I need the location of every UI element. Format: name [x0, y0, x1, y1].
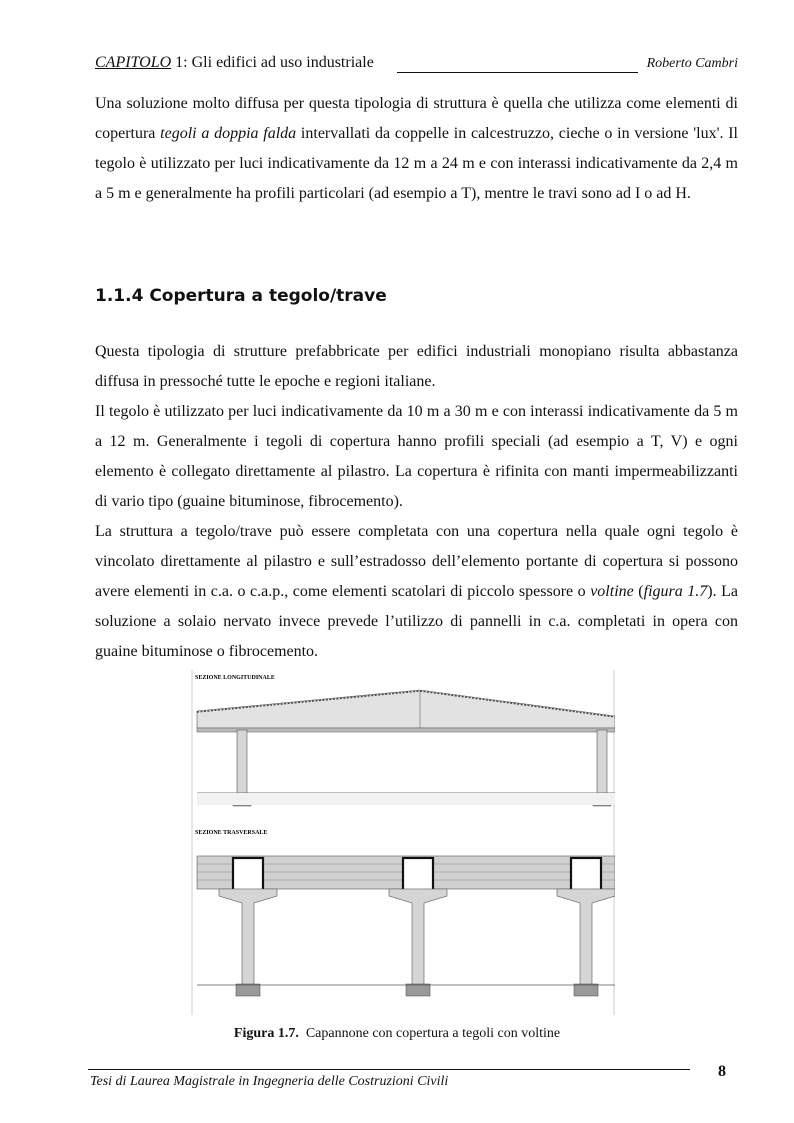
chapter-heading	[95, 54, 374, 72]
page-number: 8	[718, 1063, 726, 1080]
caption-number: Figura 1.7.	[233, 1026, 299, 1041]
paragraph-3: Il tegolo è utilizzato per luci indicativamente da 10 m a 30 m e con interassi indicativamente da 5 m a 12 m. Generalmente i tegoli di copertura hanno profili speciali (ad esempio a T, V) e ogni elemento è collegato direttamente al pilastro. La copertura è rifinita con manti impermeabilizzanti di vario tipo (guaine bituminose, fibrocemento).	[95, 403, 738, 510]
paragraph-4-emphasis: voltine	[590, 583, 634, 600]
figure-caption	[0, 1026, 794, 1042]
paragraph-4-text-a: La struttura a tegolo/trave può essere completata con una copertura nella quale ogni tegolo è vincolato direttamente al pilastro e sull’estradosso dell’elemento portante di copertura si possono avere elementi in c.a. o c.a.p., come elementi scatolari di piccolo spessore o	[95, 523, 738, 600]
chapter-title: 1: Gli edifici ad uso industriale	[171, 54, 374, 71]
paragraph-1-emphasis: tegoli a doppia falda	[160, 125, 297, 142]
label-longitudinal: SEZIONE LONGITUDINALE	[195, 675, 275, 681]
paragraph-2: Questa tipologia di strutture prefabbricate per edifici industriali monopiano risulta abbastanza diffusa in pressoché tutte le epoche e regioni italiane.	[95, 343, 738, 390]
section-title: 1.1.4 Copertura a tegolo/trave	[95, 286, 387, 306]
paragraph-4	[95, 517, 738, 667]
paragraph-1-text-a: Una soluzione molto diffusa per questa tipologia di struttura è quella che utilizza come elementi di copertura	[95, 95, 738, 142]
label-transverse: SEZIONE TRASVERSALE	[195, 830, 268, 836]
footer-text: Tesi di Laurea Magistrale in Ingegneria delle Costruzioni Civili	[90, 1074, 449, 1089]
footer-rule	[88, 1069, 690, 1070]
figure-1-7-drawing	[191, 670, 615, 1015]
paragraph-4-text-e: ). La soluzione a solaio nervato invece prevede l’utilizzo di pannelli in c.a. completati in opera con guaine bituminose o fibrocemento.	[95, 583, 739, 660]
paragraph-1-text-c: intervallati da coppelle in calcestruzzo, cieche o in versione 'lux'. Il tegolo è utilizzato per luci indicativamente da 12 m a 24 m e con interassi indicativamente da 2,4 m a 5 m e generalmente ha profili particolari (ad esempio a T), mentre le travi sono ad I o ad H.	[95, 125, 739, 202]
figure-reference: figura 1.7	[643, 583, 708, 600]
caption-text: Capannone con copertura a tegoli con voltine	[305, 1026, 561, 1041]
header-rule	[397, 72, 638, 73]
paragraph-4-text-c: (	[633, 583, 644, 600]
section-body	[95, 337, 738, 667]
author-name: Roberto Cambri	[646, 56, 738, 71]
paragraph-1	[95, 89, 738, 209]
chapter-label: CAPITOLO	[95, 54, 172, 71]
page-header	[95, 54, 738, 76]
